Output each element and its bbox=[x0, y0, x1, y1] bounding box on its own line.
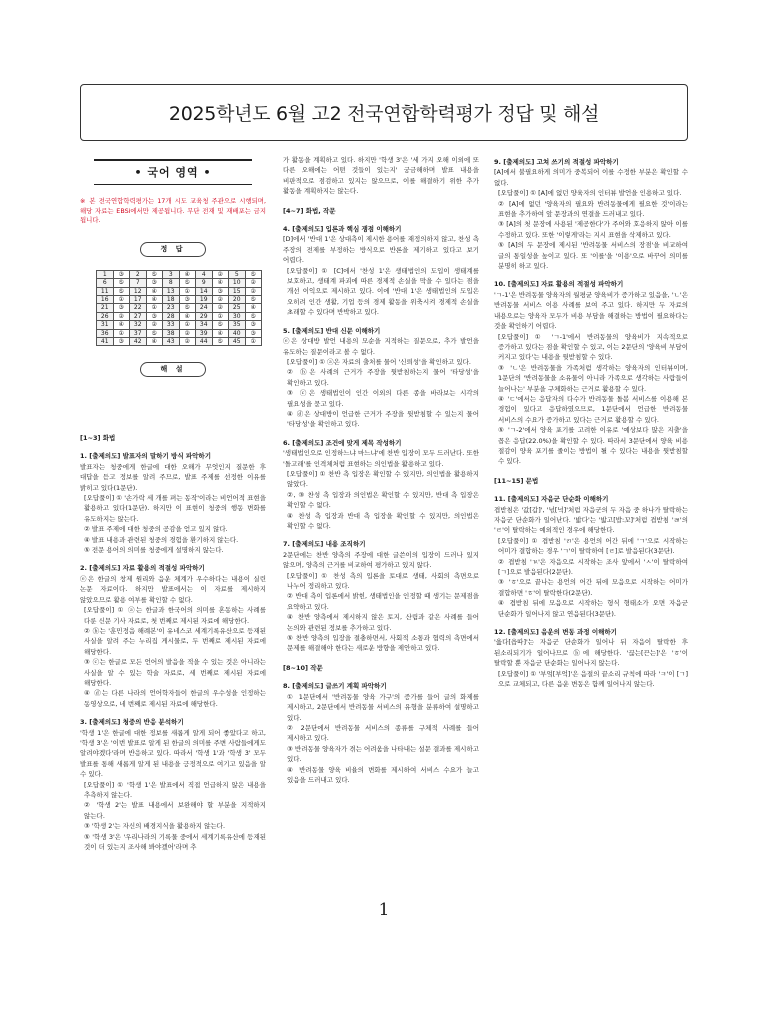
answer-question-number: 25 bbox=[229, 304, 246, 312]
wrong-answer-note: ③ 'ㄴ'은 반려동물을 가족처럼 생각하는 양육자의 인터뷰이며, 1문단의 '반려동물을 소유물이 아니라 가족으로 생각하는 사람들이 늘어나는' 부분을 구체화하는 근거로 활용할 수 있다. bbox=[498, 363, 688, 393]
subject-header: • 국어 영역 • bbox=[94, 159, 252, 185]
answer-question-number: 32 bbox=[130, 321, 147, 329]
answer-question-number: 16 bbox=[97, 296, 114, 304]
answer-choice: ⑤ bbox=[212, 321, 229, 329]
explanation-column-middle bbox=[283, 155, 479, 893]
answer-question-number: 13 bbox=[163, 287, 180, 295]
wrong-answer-note: ② '학생 2'는 발표 내용에서 보완해야 할 부분을 지적하지 않는다. bbox=[84, 801, 266, 820]
answer-question-number: 44 bbox=[196, 338, 213, 346]
section-label: [1~3] 화법 bbox=[80, 434, 116, 442]
answer-row bbox=[97, 270, 262, 278]
wrong-answer-note: ② ⓑ는 '훈민정음 해례본'이 유네스코 세계기록유산으로 등재된 사실을 알려 주는 누리집 게시물로, 두 번째로 제시된 자료에 해당한다. bbox=[84, 626, 266, 656]
answer-row bbox=[97, 329, 262, 337]
wrong-answer-note: ④ ⓓ는 다른 나라의 언어학자들이 한글의 우수성을 인정하는 동영상으로, 네 번째로 제시된 자료에 해당한다. bbox=[84, 689, 266, 708]
wrong-answer-note: [오답풀이] ① 겹받침 'ㄺ'은 용언의 어간 뒤에 'ㄱ'으로 시작하는 어미가 결합하는 경우 'ㄱ'이 탈락하여 [ㄹ]로 발음된다(3문단). bbox=[498, 536, 688, 556]
answer-choice: ③ bbox=[146, 279, 163, 287]
answer-row bbox=[97, 287, 262, 295]
question-heading: 10. [출제의도] 자료 활용의 적절성 파악하기 bbox=[494, 280, 624, 289]
answer-choice: ④ bbox=[113, 321, 130, 329]
answer-question-number: 28 bbox=[163, 312, 180, 320]
wrong-answer-note: ⑤ 전문 용어의 의미를 청중에게 설명하지 않는다. bbox=[84, 546, 224, 555]
answer-choice: ③ bbox=[245, 321, 262, 329]
wrong-answer-note: [오답풀이] ① ⓐ은 자료의 출처를 물어 '신뢰성'을 확인하고 있다. bbox=[287, 357, 471, 366]
answer-choice: ② bbox=[245, 287, 262, 295]
answer-question-number: 30 bbox=[229, 312, 246, 320]
answer-question-number: 37 bbox=[130, 329, 147, 337]
explanation-paragraph: 2문단에는 찬반 양측의 주장에 대한 글쓴이의 입장이 드러나 있지 않으며, 양측의 근거를 비교하여 평가하고 있지 않다. bbox=[283, 550, 479, 570]
answer-choice: ② bbox=[212, 296, 229, 304]
answer-choice: ③ bbox=[179, 296, 196, 304]
wrong-answer-note: [오답풀이] ① 찬성 측의 입론을 토대로 생태, 사회의 측면으로 나누어 정리하고 있다. bbox=[287, 571, 479, 591]
question-heading: 4. [출제의도] 입론과 핵심 쟁점 이해하기 bbox=[283, 225, 402, 234]
answer-choice: ③ bbox=[245, 329, 262, 337]
answer-row bbox=[97, 312, 262, 320]
wrong-answer-note: ②, ③ 찬성 측 입장과 의인법은 확인할 수 있지만, 반대 측 입장은 확인할 수 없다. bbox=[287, 490, 479, 510]
answer-choice: ① bbox=[113, 329, 130, 337]
answer-question-number: 43 bbox=[163, 338, 180, 346]
wrong-answer-note: ④ 발표 내용과 관련된 청중의 경험을 환기하지 않는다. bbox=[84, 535, 239, 544]
answer-question-number: 27 bbox=[130, 312, 147, 320]
explanation-column-right bbox=[494, 155, 688, 893]
answer-choice: ⑤ bbox=[146, 270, 163, 278]
answer-question-number: 3 bbox=[163, 270, 180, 278]
answer-question-number: 22 bbox=[130, 304, 147, 312]
answer-choice: ① bbox=[179, 321, 196, 329]
wrong-answer-note: [오답풀이] ① '학생 1'은 발표에서 직접 언급하지 않은 내용을 추측하지 않는다. bbox=[84, 780, 266, 799]
answer-choice: ② bbox=[212, 304, 229, 312]
wrong-answer-note: ⑤ 찬반 양측의 입장을 절충하면서, 사회적 소통과 협력의 측면에서 문제를 해결해야 한다는 새로운 방향을 제안하고 있다. bbox=[287, 634, 479, 653]
wrong-answer-note: [오답풀이] ① [C]에서 '찬성 1'은 생태법인의 도입이 생태계를 보호하고, 생태계 파괴에 따른 경제적 손실을 막을 수 있다는 점을 개선 이익으로 제시하고 있다. 이에 '반대 1'은 생태법인의 도입은 오히려 인간 생활, 기업 등의 경제 활동을 위축시켜 경제적 손실을 초래할 수 있다며 반박하고 있다. bbox=[287, 266, 479, 317]
answer-choice: ④ bbox=[212, 329, 229, 337]
answer-question-number: 4 bbox=[196, 270, 213, 278]
wrong-answer-note: [오답풀이] ① 찬반 측 입장은 확인할 수 있지만, 의인법을 활용하지 않았다. bbox=[287, 469, 479, 489]
explanation-paragraph: 'ㄱ-1'은 반려동물 양육자의 월평균 양육비가 증가하고 있음을, 'ㄴ'은 반려동물 서비스 이용 사례를 보여 주고 있다. 하지만 두 자료의 내용으로는 양육자 모두가 비용 부담을 해결하는 방법이 필요하다는 것을 확인하기 어렵다. bbox=[494, 290, 688, 331]
answer-choice: ⑤ bbox=[146, 329, 163, 337]
answer-question-number: 39 bbox=[196, 329, 213, 337]
wrong-answer-note: ③ ⓒ은 생태법인이 인간 이외의 다른 종을 바라보는 시각의 필요성을 묻고 있다. bbox=[287, 389, 479, 408]
explanation-paragraph: [A]에서 불필요하게 의미가 중복되어 이를 수정한 부분은 확인할 수 없다. bbox=[494, 168, 688, 187]
answer-choice: ① bbox=[179, 287, 196, 295]
wrong-answer-note: ④ ⓓ은 상대방이 언급한 근거가 주장을 뒷받침할 수 있는지 물어 '타당성'을 확인하고 있다. bbox=[287, 409, 479, 429]
explanation-paragraph: ⓔ은 한글의 창제 원리와 음운 체계가 우수하다는 내용이 실린 논문 자료이다. 하지만 발표에서는 이 자료를 제시하지 않았으므로 활용 여부를 확인할 수 없다. bbox=[80, 574, 266, 604]
answer-question-number: 38 bbox=[163, 329, 180, 337]
answer-question-number: 7 bbox=[130, 279, 147, 287]
answer-choice: ⑤ bbox=[212, 338, 229, 346]
answer-row bbox=[97, 338, 262, 346]
answer-choice: ⑤ bbox=[113, 287, 130, 295]
answer-choice: ④ bbox=[146, 296, 163, 304]
explanation-paragraph: ⓔ은 상대방 발언 내용의 모순을 지적하는 질문으로, 추가 발언을 유도하는 질문이라고 볼 수 없다. bbox=[283, 337, 479, 356]
answer-question-number: 42 bbox=[130, 338, 147, 346]
answer-choice: ⑤ bbox=[179, 279, 196, 287]
wrong-answer-note: ④ 겹받침 뒤에 모음으로 시작하는 형식 형태소가 오면 자음군 단순화가 일어나지 않고 연음된다(3문단). bbox=[498, 599, 688, 618]
answer-choice: ② bbox=[113, 312, 130, 320]
answer-choice: ② bbox=[179, 329, 196, 337]
wrong-answer-note: ④ 반려동물 양육 비율의 변화를 제시하여 서비스 수요가 늘고 있음을 드러내고 있다. bbox=[287, 765, 479, 784]
wrong-answer-note: ④ 찬성 측 입장과 반대 측 입장을 확인할 수 있지만, 의인법은 확인할 수 없다. bbox=[287, 511, 479, 530]
answer-choice: ③ bbox=[146, 312, 163, 320]
answer-question-number: 34 bbox=[196, 321, 213, 329]
explanation-paragraph: '읊다[읍따]'는 자음군 단순화가 일어나 뒤 자음이 탈락한 후 된소리되기가 일어나므로 ⓑ에 해당한다. '끊는[끈는]'은 'ㅎ'이 탈락할 뿐 자음군 단순화는 일어나지 않는다. bbox=[494, 638, 688, 668]
wrong-answer-note: ③ 반려동물 양육자가 겪는 어려움을 나타내는 설문 결과를 제시하고 있다. bbox=[287, 744, 479, 764]
answer-choice: ⑤ bbox=[245, 312, 262, 320]
answer-question-number: 6 bbox=[97, 279, 114, 287]
answer-choice: ② bbox=[179, 338, 196, 346]
question-heading: 3. [출제의도] 청중의 반응 분석하기 bbox=[80, 718, 184, 727]
wrong-answer-note: [오답풀이] ① '부엌[부억]'은 음절의 끝소리 규칙에 따라 'ㅋ'이 [ㄱ]으로 교체되고, 다른 음운 변동은 함께 일어나지 않는다. bbox=[498, 669, 688, 689]
wrong-answer-note: ② 2문단에서 반려동물 서비스의 종류를 구체적 사례를 들어 제시하고 있다. bbox=[287, 723, 479, 743]
wrong-answer-note: [오답풀이] ① 'ㄱ-1'에서 반려동물의 양육비가 지속적으로 증가하고 있다는 점을 확인할 수 있고, 이는 2문단의 '양육비 부담이 커지고 있다'는 내용을 뒷받침할 수 있다. bbox=[498, 332, 688, 362]
wrong-answer-note: [오답풀이] ① '손가락 세 개를 펴는 동작'이라는 비언어적 표현을 활용하고 있다(1문단). 하지만 이 표현이 청중의 행동 변화를 유도하지는 않는다. bbox=[84, 494, 266, 523]
answer-question-number: 20 bbox=[229, 296, 246, 304]
answer-choice: ④ bbox=[212, 279, 229, 287]
explanation-paragraph: 가 활동을 계획하고 있다. 하지만 '학생 3'은 '세 가지 오해 이외에 또 다른 오해에는 어떤 것들이 있는지' 궁금해하며 발표 내용을 비판적으로 점검하고 있지는 않으므로, 이를 해결하기 위한 추가 활동을 계획하지는 않는다. bbox=[283, 156, 479, 196]
wrong-answer-note: ② [A]에 없던 '양육자의 필요와 반려동물에게 필요한 것'이라는 표현을 추가하여 앞 문장과의 연결을 드러내고 있다. bbox=[498, 199, 688, 219]
page-number: 1 bbox=[378, 900, 390, 920]
answer-key-section bbox=[80, 156, 266, 428]
page-title: 2025학년도 6월 고2 전국연합학력평가 정답 및 해설 bbox=[168, 103, 600, 125]
wrong-answer-note: ③ [A]의 첫 문장에 사용된 '제공한다'가 주어와 호응하지 않아 이를 수정하고 있다. 또한 '이렇게'라는 지시 표현을 삭제하고 있다. bbox=[498, 220, 688, 239]
explanation-label: 해 설 bbox=[140, 362, 206, 377]
section-label: [4~7] 화법, 작문 bbox=[283, 206, 336, 215]
section-label: [11~15] 문법 bbox=[494, 476, 539, 485]
title-box bbox=[80, 84, 688, 141]
answer-question-number: 41 bbox=[97, 338, 114, 346]
answer-choice: ② bbox=[245, 279, 262, 287]
question-heading: 11. [출제의도] 자음군 단순화 이해하기 bbox=[494, 495, 609, 504]
notice-text: ※ 본 전국연합학력평가는 17개 시도 교육청 주관으로 시행되며, 해당 자료는 EBSi에서만 제공됩니다. 무단 전재 및 재배포는 금지됩니다. bbox=[80, 197, 266, 225]
question-heading: 8. [출제의도] 글쓰기 계획 파악하기 bbox=[283, 682, 387, 691]
answer-question-number: 18 bbox=[163, 296, 180, 304]
answer-choice: ⑤ bbox=[245, 270, 262, 278]
question-heading: 12. [출제의도] 음운의 변동 과정 이해하기 bbox=[494, 628, 617, 637]
answer-question-number: 14 bbox=[196, 287, 213, 295]
answer-choice: ④ bbox=[179, 270, 196, 278]
wrong-answer-note: ③ '학생 2'는 자신의 배경지식을 활용하지 않는다. bbox=[84, 822, 226, 831]
wrong-answer-note: ② 겹받침 'ㄳ'은 자음으로 시작하는 조사 앞에서 'ㅅ'이 탈락하여 [ㄱ]으로 발음된다(2문단). bbox=[498, 557, 688, 577]
answer-choice: ② bbox=[212, 270, 229, 278]
wrong-answer-note: ⑤ '학생 3'은 '우리나라의 기록물 중에서 세계기록유산에 등재된 것이 더 있는지 조사해 봐야겠어'라며 추 bbox=[84, 832, 266, 852]
wrong-answer-note: [오답풀이] ① ⓐ는 한글과 한국어의 의미를 혼동하는 사례를 다룬 신문 기사 자료로, 첫 번째로 제시된 자료에 해당한다. bbox=[84, 606, 266, 625]
wrong-answer-note: ④ 찬반 양측에서 제시하지 않은 토지, 산림과 같은 사례를 들어 논의와 관련된 정보를 추가하고 있다. bbox=[287, 613, 479, 632]
wrong-answer-note: ① 1문단에서 '반려동물 양육 가구'의 증가를 들어 글의 화제를 제시하고, 2문단에서 반려동물 서비스의 유형을 분류하여 설명하고 있다. bbox=[287, 692, 479, 722]
answer-question-number: 1 bbox=[97, 270, 114, 278]
answer-choice: ② bbox=[146, 321, 163, 329]
answer-choice: ③ bbox=[113, 304, 130, 312]
answer-question-number: 36 bbox=[97, 329, 114, 337]
explanation-paragraph: '생태법인으로 인정하느냐 마느냐'에 찬반 입장이 모두 드러난다. 또한 '돌고래'를 인격체처럼 표현하는 의인법을 활용하고 있다. bbox=[283, 449, 479, 468]
question-heading: 7. [출제의도] 내용 조직하기 bbox=[283, 540, 366, 549]
wrong-answer-note: [오답풀이] ① [A]에 없던 양육자의 인터뷰 발언을 인용하고 있다. bbox=[498, 189, 682, 198]
answer-choice: ⑤ bbox=[113, 279, 130, 287]
answer-choice: ① bbox=[146, 304, 163, 312]
wrong-answer-note: ③ ⓒ는 한글로 모든 언어의 발음을 적을 수 있는 것은 아니라는 사실을 알 수 있는 학술 자료로, 세 번째로 제시된 자료에 해당한다. bbox=[84, 658, 266, 687]
answer-question-number: 12 bbox=[130, 287, 147, 295]
answer-question-number: 17 bbox=[130, 296, 147, 304]
wrong-answer-note: ② ⓑ은 사례의 근거가 주장을 뒷받침하는지 물어 '타당성'을 확인하고 있다. bbox=[287, 368, 479, 387]
answer-choice: ④ bbox=[179, 312, 196, 320]
answer-choice: ① bbox=[212, 312, 229, 320]
wrong-answer-note: ② 반대 측이 입론에서 밝힌, 생태법인을 인정할 때 생기는 문제점을 요약하고 있다. bbox=[287, 592, 479, 611]
answer-question-number: 15 bbox=[229, 287, 246, 295]
answer-choice: ⑤ bbox=[179, 304, 196, 312]
answer-question-number: 19 bbox=[196, 296, 213, 304]
answer-question-number: 40 bbox=[229, 329, 246, 337]
answer-question-number: 45 bbox=[229, 338, 246, 346]
answer-row bbox=[97, 279, 262, 287]
question-heading: 9. [출제의도] 고쳐 쓰기의 적절성 파악하기 bbox=[494, 158, 619, 166]
answer-table bbox=[96, 270, 262, 347]
answer-choice: ③ bbox=[113, 338, 130, 346]
wrong-answer-note: ④ 'ㄷ'에서는 응답자의 다수가 반려동물 돌봄 서비스를 이용해 본 경험이 있다고 응답하였으므로, 1문단에서 언급한 반려동물 서비스의 수요가 증가하고 있다는 근거로 활용할 수 있다. bbox=[498, 394, 688, 424]
answer-question-number: 21 bbox=[97, 304, 114, 312]
answer-question-number: 31 bbox=[97, 321, 114, 329]
answer-row bbox=[97, 321, 262, 329]
answer-question-number: 9 bbox=[196, 279, 213, 287]
answer-label: 정 답 bbox=[140, 242, 206, 257]
answer-question-number: 5 bbox=[229, 270, 246, 278]
explanation-column-left bbox=[80, 431, 266, 893]
question-heading: 5. [출제의도] 반대 신문 이해하기 bbox=[283, 326, 381, 335]
answer-row bbox=[97, 296, 262, 304]
answer-question-number: 33 bbox=[163, 321, 180, 329]
answer-question-number: 35 bbox=[229, 321, 246, 329]
answer-question-number: 2 bbox=[130, 270, 147, 278]
wrong-answer-note: ⑤ 'ㄱ-2'에서 양육 포기를 고려한 이유로 '예상보다 많은 지출'을 꼽은 응답(22.0%)을 확인할 수 있다. 따라서 3문단에서 양육 비용 절감이 양육 포기를 줄이는 방법이 될 수 있다는 내용을 뒷받침할 수 있다. bbox=[498, 426, 688, 466]
question-heading: 1. [출제의도] 발표자의 말하기 방식 파악하기 bbox=[80, 452, 211, 461]
answer-question-number: 10 bbox=[229, 279, 246, 287]
section-label: [8~10] 작문 bbox=[283, 663, 323, 672]
question-heading: 2. [출제의도] 자료 활용의 적절성 파악하기 bbox=[80, 564, 205, 573]
answer-choice: ⑤ bbox=[245, 296, 262, 304]
answer-question-number: 11 bbox=[97, 287, 114, 295]
wrong-answer-note: ③ 'ㅎ'으로 끝나는 용언의 어간 뒤에 모음으로 시작하는 어미가 결합하면 'ㅎ'이 탈락한다(2문단). bbox=[498, 578, 688, 597]
answer-choice: ① bbox=[245, 338, 262, 346]
explanation-paragraph: 겹받침은 '값[갑]', '넋[넉]'처럼 자음군의 두 자음 중 하나가 탈락하는 자음군 단순화가 일어난다. '밟다'는 '밟고[밥:꼬]'처럼 겹받침 'ㄼ'의 'ㄹ'이 탈락하는 예외적인 경우에 해당한다. bbox=[494, 505, 688, 535]
explanation-paragraph: [D]에서 '반대 1'은 상대측이 제시한 용어를 재정의하지 않고, 찬성 측 주장의 전제를 부정하는 방식으로 반론을 제기하고 있다고 보기 어렵다. bbox=[283, 235, 479, 265]
answer-choice: ③ bbox=[212, 287, 229, 295]
wrong-answer-note: ② 발표 주제에 대한 청중의 공감을 얻고 있지 않다. bbox=[84, 525, 228, 534]
answer-choice: ④ bbox=[146, 287, 163, 295]
answer-question-number: 26 bbox=[97, 312, 114, 320]
answer-question-number: 24 bbox=[196, 304, 213, 312]
answer-choice: ③ bbox=[113, 270, 130, 278]
wrong-answer-note: ⑤ [A]의 두 문장에 제시된 '반려동물 서비스의 장점'을 비교하여 글의 통일성을 높이고 있다. 또 '이를'을 '이용'으로 바꾸어 의미를 분명히 하고 있다. bbox=[498, 241, 688, 271]
answer-choice: ④ bbox=[146, 338, 163, 346]
answer-question-number: 8 bbox=[163, 279, 180, 287]
answer-question-number: 23 bbox=[163, 304, 180, 312]
answer-choice: ④ bbox=[245, 304, 262, 312]
answer-row bbox=[97, 304, 262, 312]
question-heading: 6. [출제의도] 조건에 맞게 제목 작성하기 bbox=[283, 438, 402, 447]
answer-question-number: 29 bbox=[196, 312, 213, 320]
explanation-paragraph: 발표자는 청중에게 한글에 대한 오해가 무엇인지 질문한 후 대답을 듣고 정보를 알려 주므로, 발표 주제를 선정한 이유를 밝히고 있다(1문단). bbox=[80, 462, 266, 492]
answer-choice: ① bbox=[113, 296, 130, 304]
explanation-paragraph: '학생 1'은 한글에 대한 정보를 새롭게 알게 되어 좋았다고 하고, '학생 3'은 '이번 발표로 알게 된 한글의 의미를 주변 사람들에게도 알려야겠다'라며 반응하고 있다. 따라서 '학생 1'과 '학생 3' 모두 발표를 통해 새롭게 알게 된 내용을 긍정적으로 여기고 있음을 알 수 있다. bbox=[80, 728, 266, 779]
